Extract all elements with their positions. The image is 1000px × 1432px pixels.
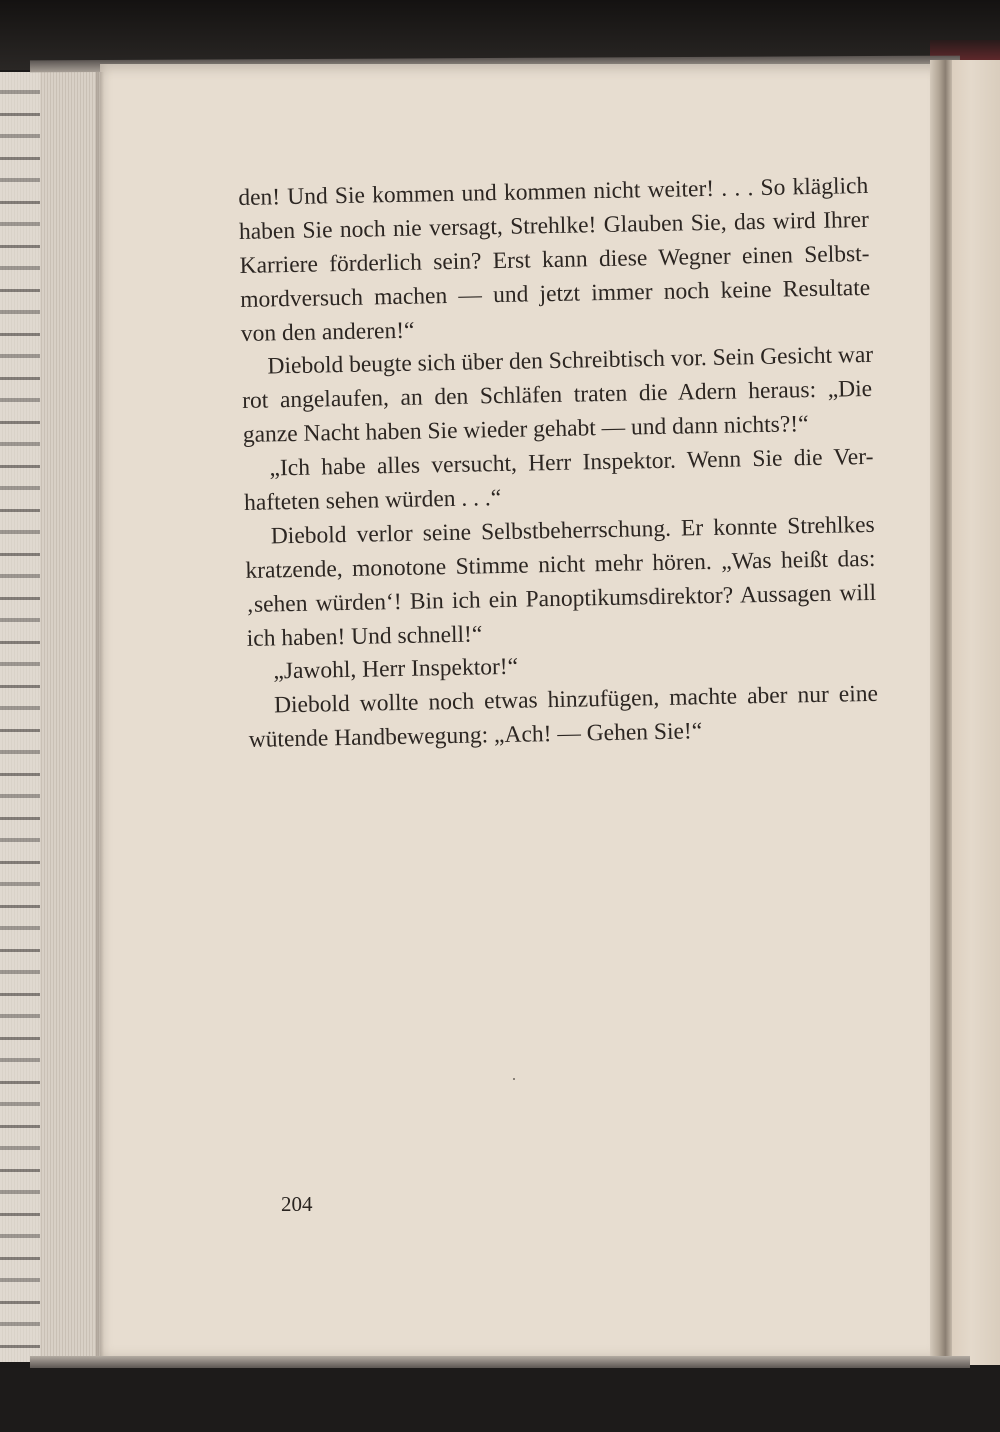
text-line: von den anderen!“ (240, 317, 415, 347)
text-line: wütende Handbewegung: „Ach! — Gehen Sie!“ (248, 718, 703, 754)
page-stack-shadow (96, 72, 104, 1362)
text-line: ich haben! Und schnell!“ (246, 620, 483, 652)
text-line: mordversuch machen — und jetzt immer noch keine Resultate (240, 274, 871, 313)
text-line: Diebold verlor seine Selbstbeherrschung. Er konnte Strehlkes (270, 511, 875, 550)
text-line: kratzende, monotone Stimme nicht mehr hören. „Was heißt das: (245, 545, 876, 584)
speckled-edge (0, 72, 40, 1362)
page-number: 204 (281, 1192, 313, 1216)
background-bottom (0, 1368, 1000, 1432)
text-line: rot angelaufen, an den Schläfen traten die Adern heraus: „Die (241, 376, 873, 415)
text-line: „Ich habe alles versucht, Herr Inspektor. Wenn Sie die Ver- (269, 443, 874, 482)
text-line: ganze Nacht haben Sie wieder gehabt — und dann nichts?!“ (242, 411, 809, 449)
text-line: den! Und Sie kommen und kommen nicht weiter! . . . So kläglich (238, 172, 869, 211)
facing-page-edge (952, 60, 1000, 1365)
text-line: „Jawohl, Herr Inspektor!“ (273, 654, 519, 685)
body-text (238, 170, 879, 758)
text-line: hafteten sehen würden . . .“ (243, 485, 502, 516)
text-line: haben Sie noch nie versagt, Strehlke! Glauben Sie, das wird Ihrer (238, 206, 870, 245)
text-line: Diebold wollte noch etwas hinzufügen, machte aber nur eine (273, 681, 879, 719)
text-line: ‚sehen würden‘! Bin ich ein Panoptikumsdirektor? Aussagen will (245, 579, 877, 618)
book-gutter (930, 60, 952, 1365)
paper-speck (513, 1078, 515, 1080)
text-line: Diebold beugte sich über den Schreibtisch vor. Sein Gesicht war (267, 342, 874, 380)
text-line: Karriere förderlich sein? Erst kann diese Wegner einen Selbst- (239, 240, 870, 279)
